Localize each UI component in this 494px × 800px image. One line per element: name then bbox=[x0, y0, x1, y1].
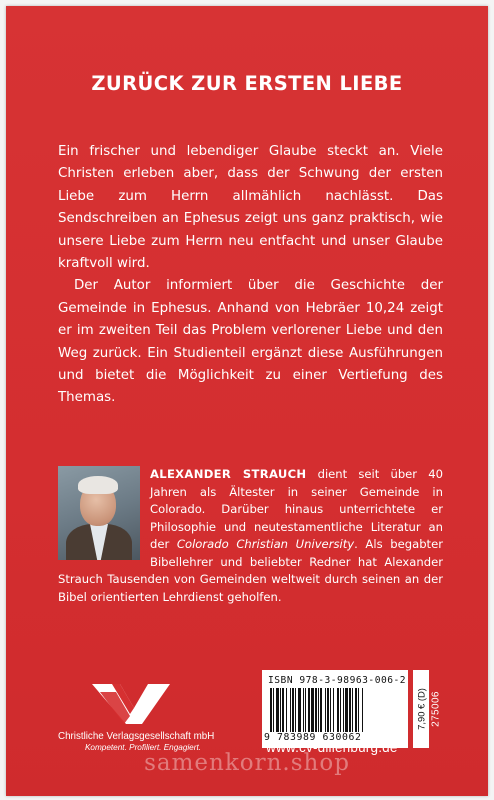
blurb-paragraph-1: Ein frischer und lebendiger Glaube steckt an. Viele Christen erleben aber, dass der Schwung der ersten Liebe zum Herrn allmählich nachlässt. Das Sendschreiben an Ephesus zeigt uns ganz praktisch, wie unsere Liebe zum Herrn neu entfacht und unser Glaube kraftvoll wird. bbox=[58, 144, 443, 272]
product-code: 275006 bbox=[430, 691, 442, 727]
watermark: samenkorn.shop bbox=[144, 750, 350, 776]
book-back-cover bbox=[6, 6, 488, 796]
price-label: 7,90 € (D) bbox=[415, 688, 427, 730]
book-title: ZURÜCK ZUR ERSTEN LIEBE bbox=[91, 72, 403, 95]
author-bio-text-2: . Als begabter Bibellehrer und beliebter Redner hat Alexander Strauch Tausenden von Gemeinden weltweit durch seinen an der Bibel orientierten Lehrdienst geholfen. bbox=[58, 537, 443, 604]
publisher-website: www.cv-dillenburg.de bbox=[266, 740, 398, 755]
publisher-name: Christliche Verlagsgesellschaft mbH bbox=[58, 731, 215, 742]
isbn-text: ISBN 978-3-98963-006-2 bbox=[268, 675, 407, 686]
blurb-paragraph-2: Der Autor informiert über die Geschichte der Gemeinde in Ephesus. Anhand von Hebräer 10,24 zeigt er im zweiten Teil das Problem verlorener Liebe und den Weg zurück. Ein Studienteil ergänzt diese Ausführungen und bietet die Möglichkeit zu einer Vertiefung des Themas. bbox=[58, 278, 443, 406]
barcode-block bbox=[262, 670, 408, 748]
barcode-digits: 9 783989 630062 bbox=[264, 732, 362, 743]
cv-logo-icon bbox=[90, 678, 172, 728]
author-name: ALEXANDER STRAUCH bbox=[150, 467, 307, 481]
author-bio-institution: Colorado Christian University bbox=[176, 537, 355, 551]
barcode-bars bbox=[270, 688, 400, 732]
price-box bbox=[413, 670, 429, 748]
blurb-text bbox=[58, 141, 443, 410]
publisher-logo bbox=[58, 678, 228, 758]
author-bio-text-1: dient seit über 40 Jahren als Ältester in seiner Gemeinde in Colorado. Darüber hinaus unterrichtete er Philosophie und neutestamentliche Literatur an der bbox=[150, 467, 443, 551]
author-bio bbox=[58, 466, 443, 606]
publisher-tagline: Kompetent. Profiliert. Engagiert. bbox=[84, 743, 202, 752]
